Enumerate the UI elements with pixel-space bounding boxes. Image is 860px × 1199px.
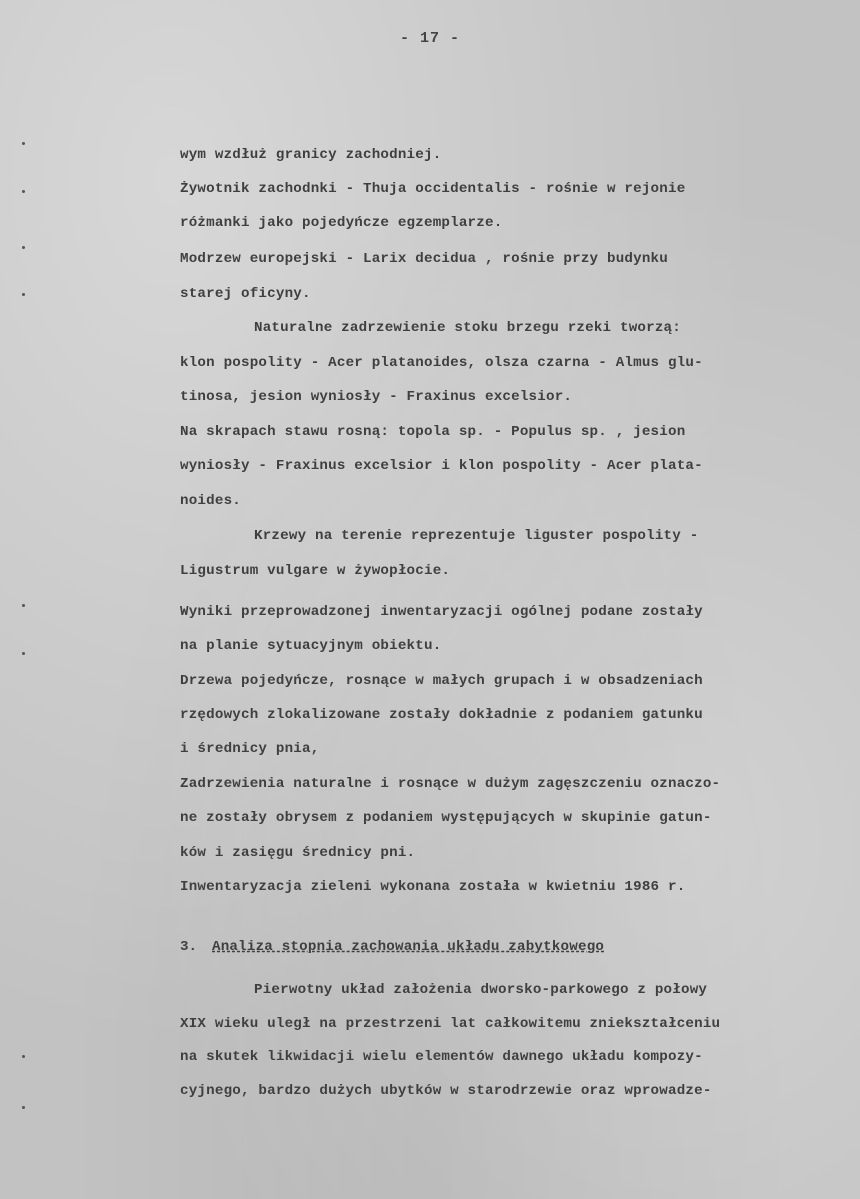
- margin-mark: [22, 246, 25, 249]
- margin-mark: [22, 1055, 25, 1058]
- text-line: klon pospolity - Acer platanoides, olsza czarna - Almus glu-: [180, 355, 703, 371]
- page-number: - 17 -: [399, 30, 460, 47]
- margin-mark: [22, 293, 25, 296]
- text-line: na planie sytuacyjnym obiektu.: [180, 638, 442, 654]
- text-line: Drzewa pojedyńcze, rosnące w małych grupach i w obsadzeniach: [180, 673, 703, 689]
- text-line: ków i zasięgu średnicy pni.: [180, 845, 416, 861]
- text-line: Zadrzewienia naturalne i rosnące w dużym zagęszczeniu oznaczo-: [180, 776, 721, 792]
- text-line: różmanki jako pojedyńcze egzemplarze.: [180, 215, 503, 231]
- text-line: starej oficyny.: [180, 286, 311, 302]
- text-line: wyniosły - Fraxinus excelsior i klon pospolity - Acer plata-: [180, 458, 703, 474]
- text-line: Ligustrum vulgare w żywopłocie.: [180, 563, 451, 579]
- margin-mark: [22, 190, 25, 193]
- text-line: cyjnego, bardzo dużych ubytków w starodrzewie oraz wprowadze-: [180, 1083, 712, 1099]
- text-line: Wyniki przeprowadzonej inwentaryzacji ogólnej podane zostały: [180, 604, 703, 620]
- text-line: noides.: [180, 493, 241, 509]
- text-line: Inwentaryzacja zieleni wykonana została w kwietniu 1986 r.: [180, 879, 686, 895]
- margin-mark: [22, 652, 25, 655]
- text-line: tinosa, jesion wyniosły - Fraxinus excelsior.: [180, 389, 573, 405]
- text-line: wym wzdłuż granicy zachodniej.: [180, 147, 442, 163]
- text-line: Żywotnik zachodnki - Thuja occidentalis - rośnie w rejonie: [180, 181, 686, 197]
- margin-mark: [22, 142, 25, 145]
- text-line: rzędowych zlokalizowane zostały dokładnie z podaniem gatunku: [180, 707, 703, 723]
- text-line: Pierwotny układ założenia dworsko-parkowego z połowy: [254, 982, 708, 998]
- section-heading: Analiza stopnia zachowania układu zabytkowego: [212, 939, 605, 955]
- margin-mark: [22, 1106, 25, 1109]
- section-number: 3.: [180, 939, 198, 955]
- text-line: ne zostały obrysem z podaniem występujących w skupinie gatun-: [180, 810, 712, 826]
- text-line: na skutek likwidacji wielu elementów dawnego układu kompozy-: [180, 1049, 703, 1065]
- text-line: Krzewy na terenie reprezentuje liguster pospolity -: [254, 528, 699, 544]
- text-line: i średnicy pnia,: [180, 741, 320, 757]
- text-line: XIX wieku uległ na przestrzeni lat całkowitemu zniekształceniu: [180, 1016, 721, 1032]
- text-line: Na skrapach stawu rosną: topola sp. - Populus sp. , jesion: [180, 424, 686, 440]
- text-line: Naturalne zadrzewienie stoku brzegu rzeki tworzą:: [254, 320, 681, 336]
- margin-mark: [22, 604, 25, 607]
- text-line: Modrzew europejski - Larix decidua , rośnie przy budynku: [180, 251, 668, 267]
